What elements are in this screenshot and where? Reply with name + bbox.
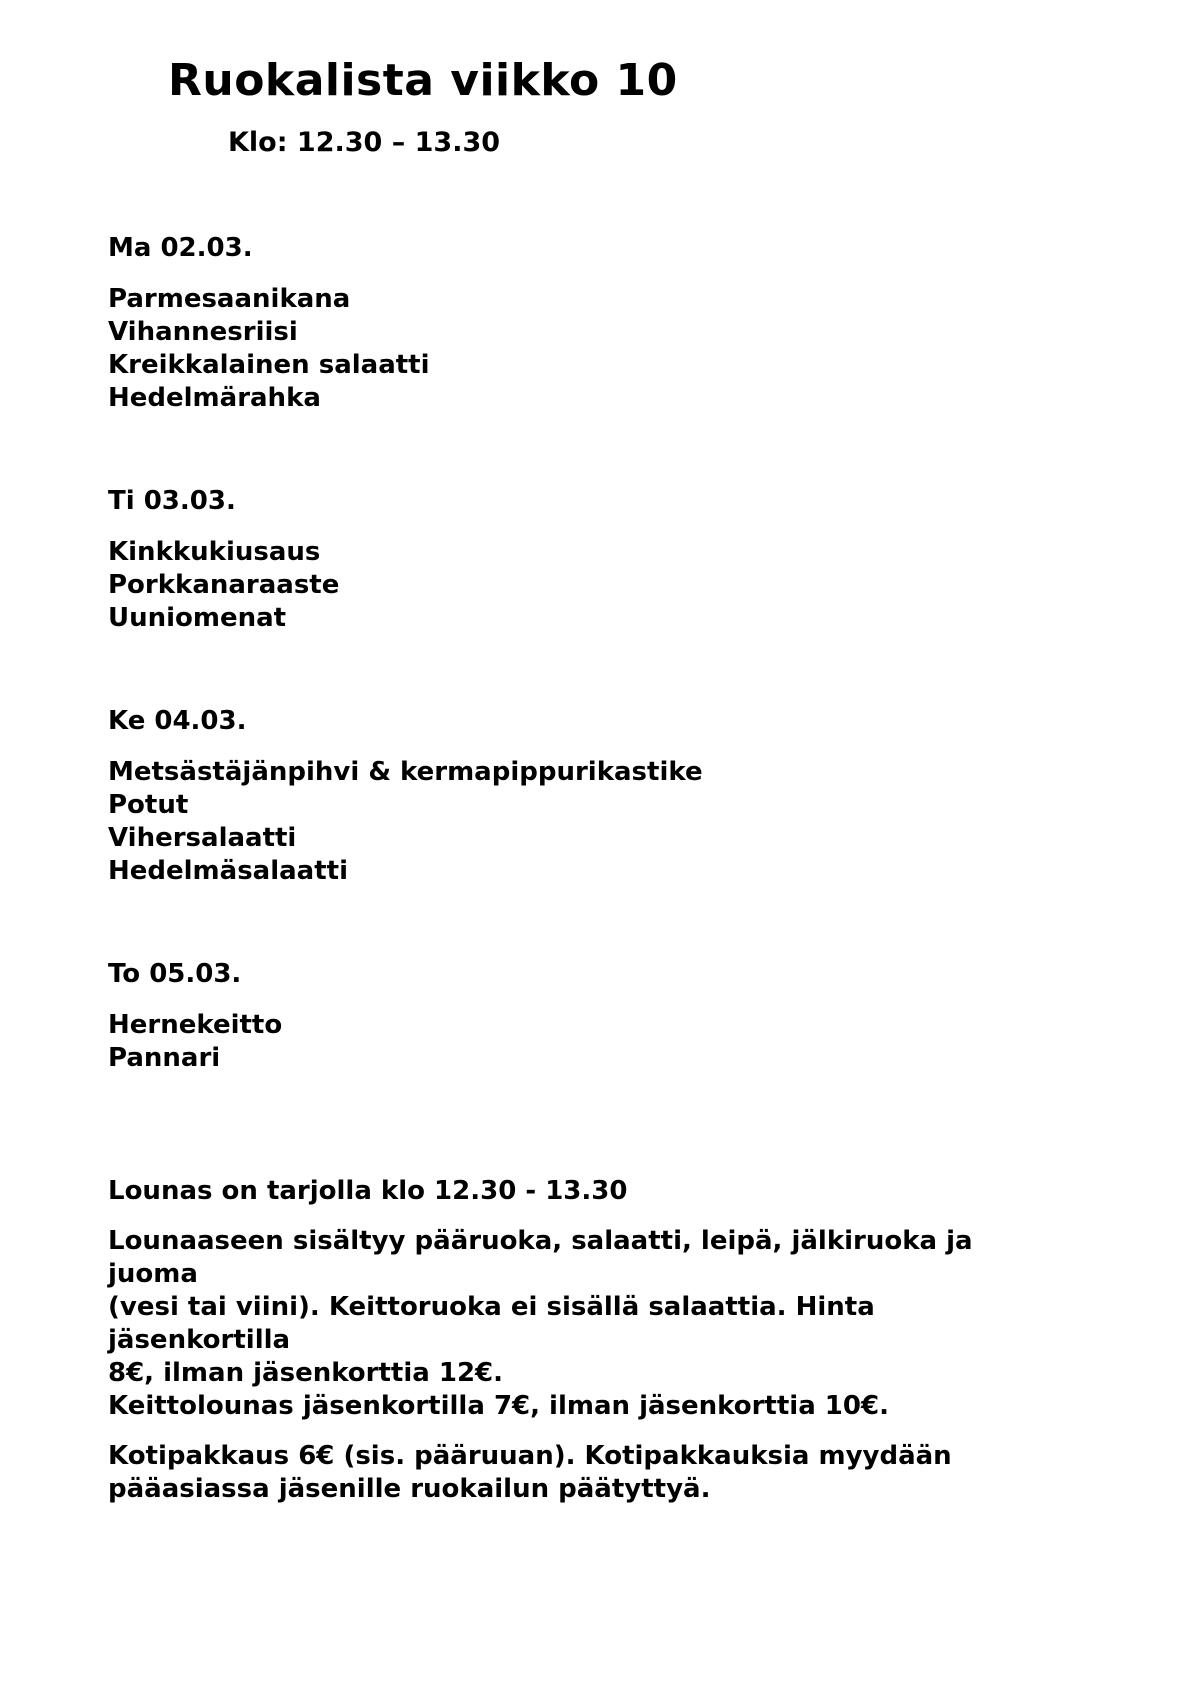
menu-item: Parmesaanikana <box>108 283 351 314</box>
takeaway-paragraph <box>108 1440 1048 1506</box>
menu-item: Pannari <box>108 1042 221 1073</box>
menu-item: Hernekeitto <box>108 1009 283 1040</box>
menu-item: Hedelmäsalaatti <box>108 855 348 886</box>
menu-item: Hedelmärahka <box>108 382 321 413</box>
takeaway-line: Kotipakkaus 6€ (sis. pääruuan). Kotipakkauksia myydään <box>108 1440 952 1471</box>
menu-item: Vihannesriisi <box>108 316 298 347</box>
day-heading: Ma 02.03. <box>108 232 253 263</box>
day-heading: Ke 04.03. <box>108 705 247 736</box>
pricing-paragraph <box>108 1225 1048 1423</box>
menu-item: Porkkanaraaste <box>108 569 340 600</box>
page-title: Ruokalista viikko 10 <box>168 55 678 106</box>
day-heading: Ti 03.03. <box>108 485 236 516</box>
pricing-line: Lounaaseen sisältyy pääruoka, salaatti, leipä, jälkiruoka ja juoma <box>108 1225 973 1289</box>
pricing-line: 8€, ilman jäsenkorttia 12€. <box>108 1357 504 1388</box>
pricing-line: (vesi tai viini). Keittoruoka ei sisällä salaattia. Hinta jäsenkortilla <box>108 1291 875 1355</box>
menu-item: Metsästäjänpihvi & kermapippurikastike <box>108 756 703 787</box>
day-items <box>108 536 1100 635</box>
day-section-monday <box>108 232 1100 415</box>
menu-item: Potut <box>108 789 189 820</box>
menu-item: Kreikkalainen salaatti <box>108 349 430 380</box>
day-section-tuesday <box>108 485 1100 635</box>
pricing-line: Keittolounas jäsenkortilla 7€, ilman jäsenkorttia 10€. <box>108 1390 889 1421</box>
serving-time-line: Lounas on tarjolla klo 12.30 - 13.30 <box>108 1175 628 1206</box>
day-section-thursday <box>108 958 1100 1075</box>
weekly-menu <box>108 232 1100 1075</box>
menu-item: Kinkkukiusaus <box>108 536 321 567</box>
serving-hours-subtitle: Klo: 12.30 – 13.30 <box>228 126 501 158</box>
takeaway-line: pääasiassa jäsenille ruokailun päätyttyä. <box>108 1473 711 1504</box>
day-items <box>108 756 1100 888</box>
day-items <box>108 1009 1100 1075</box>
day-heading: To 05.03. <box>108 958 242 989</box>
day-section-wednesday <box>108 705 1100 888</box>
day-items <box>108 283 1100 415</box>
menu-item: Vihersalaatti <box>108 822 297 853</box>
lunch-info-footer <box>108 1175 1048 1506</box>
menu-item: Uuniomenat <box>108 602 287 633</box>
